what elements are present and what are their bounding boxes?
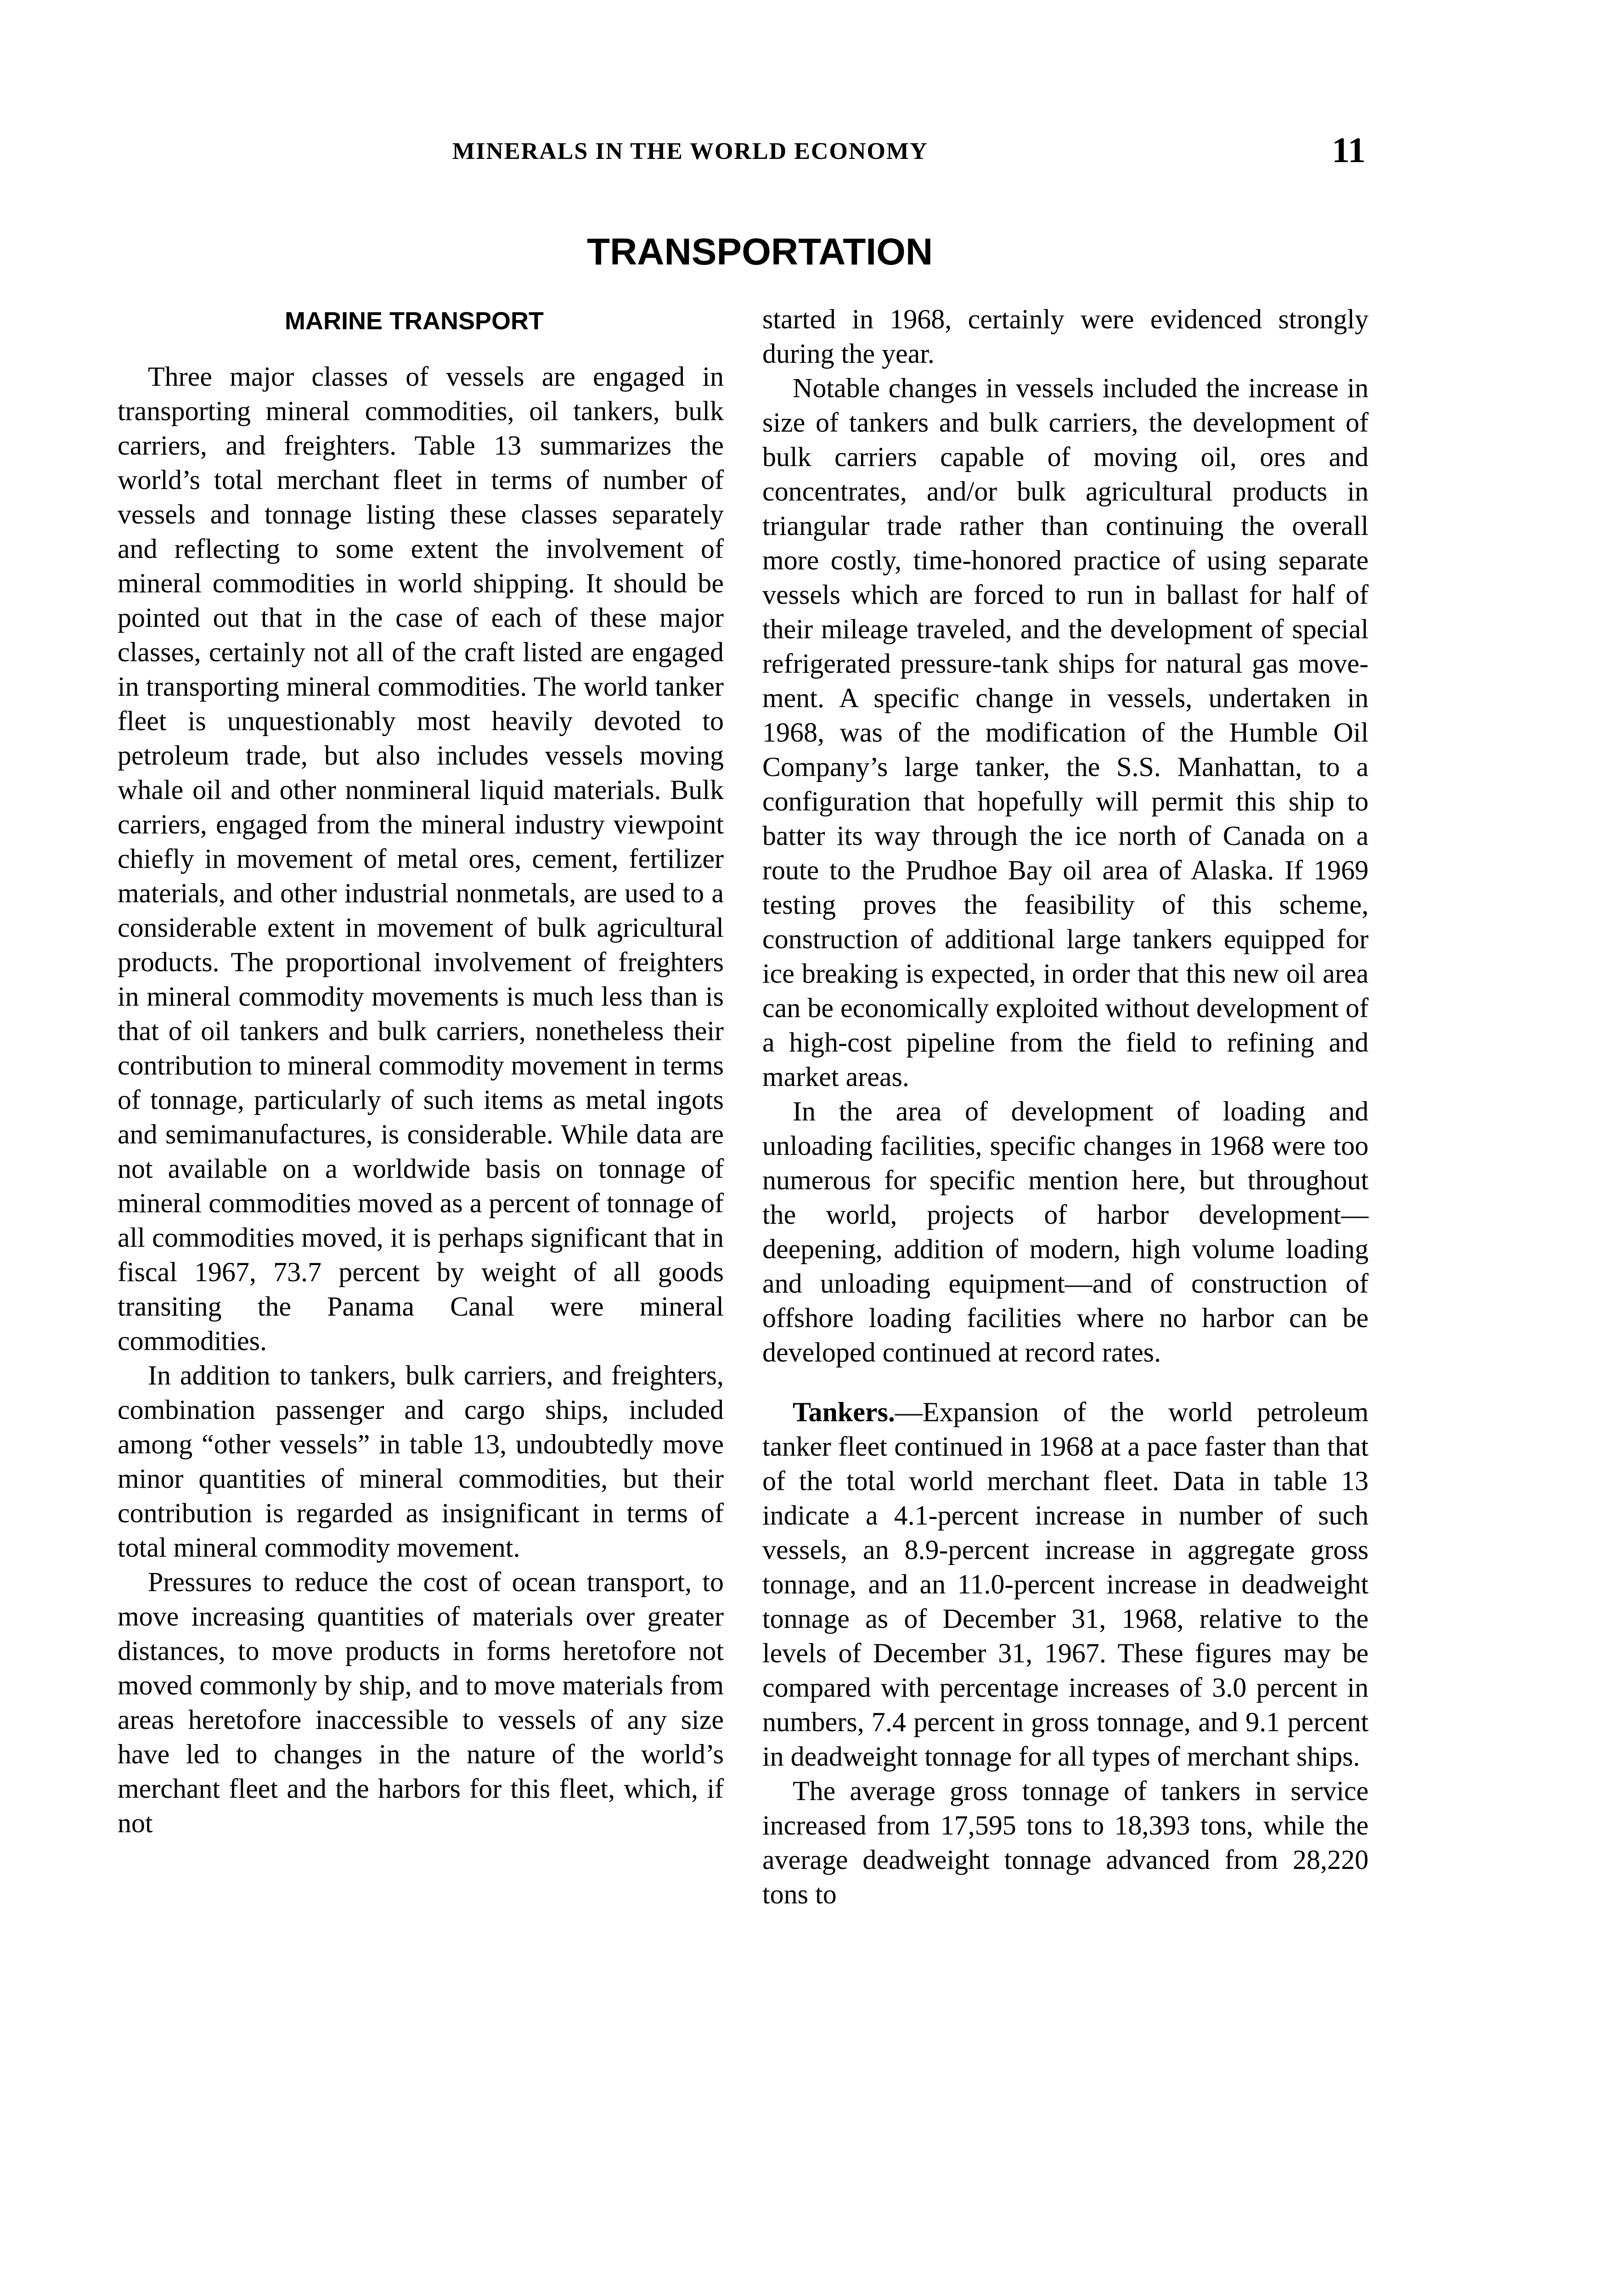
section-title: TRANSPORTATION	[587, 231, 933, 273]
paragraph-average-tonnage: The average gross tonnage of tankers in service increased from 17,595 tons to 18,393 tons, while the average deadweight tonnage advanced from 28,220 tons to	[762, 1776, 1369, 1909]
subsection-heading: MARINE TRANSPORT	[285, 307, 544, 335]
paragraph-other-vessels: In addition to tankers, bulk carriers, and freighters, combination passenger and cargo ships, included among “other vessels” in table 13, undoubtedly move minor quantities of mineral commodities, but their contribution is regarded as insignificant in terms of total mineral commodity movement.	[118, 1360, 724, 1563]
paragraph-tankers	[762, 1395, 1369, 1774]
page-number: 11	[1332, 130, 1366, 170]
tankers-text: —Expansion of the world petroleum tanker fleet continued in 1968 at a pace faster than that of the total world merchant fleet. Data in table 13 indicate a 4.1-percent increase in number of such vessels, an 8.9-percent increase in aggregate gross tonnage, and an 11.0-percent increase in deadweight tonnage as of December 31, 1968, relative to the levels of December 31, 1967. These figures may be compared with percentage increases of 3.0 percent in numbers, 7.4 percent in gross tonnage, and 9.1 percent in deadweight tonnage for all types of merchant ships.	[762, 1397, 1369, 1772]
paragraph-vessel-classes: Three major classes of vessels are engaged in transporting mineral commodities, oil tankers, bulk carriers, and freighters. Table 13 summarizes the world’s total merchant fleet in terms of number of vessels and tonnage listing these classes separately and reflecting to some extent the involvement of mineral commodities in world shipping. It should be pointed out that in the case of each of these major classes, certainly not all of the craft listed are engaged in transporting mineral commodities. The world tanker fleet is unquestionably most heavily devoted to petroleum trade, but also includes vessels moving whale oil and other nonmineral liquid materials. Bulk carriers, engaged from the mineral industry viewpoint chiefly in movement of metal ores, cement, fertilizer materials, and other industrial nonmetals, are used to a considerable extent in movement of bulk agricultural products. The proportional involvement of freighters in mineral commodity movements is much less than is that of oil tankers and bulk carriers, nonetheless their contribution to mineral commodity movement in terms of tonnage, particularly of such items as metal ingots and semimanufactures, is considerable. While data are not available on a worldwide basis on tonnage of mineral commodities moved as a percent of tonnage of all commodities moved, it is perhaps significant that in fiscal 1967, 73.7 percent by weight of all goods transiting the Panama Canal were mineral commodities.	[118, 361, 724, 1356]
paragraph-continuation: started in 1968, certainly were evidenced strongly during the year.	[762, 304, 1369, 369]
paragraph-cost-pressures: Pressures to reduce the cost of ocean transport, to move increasing quantities of materials over greater distances, to move products in forms heretofore not moved commonly by ship, and to move materials from areas heretofore inaccessible to vessels of any size have led to changes in the nature of the world’s merchant fleet and the harbors for this fleet, which, if not	[118, 1567, 724, 1838]
paragraph-vessel-changes: Notable changes in vessels included the increase in size of tankers and bulk carriers, the development of bulk carriers capable of moving oil, ores and concentrates, and/or bulk agricultural products in triangular trade rather than continuing the overall more costly, time-honored practice of using separate vessels which are forced to run in ballast for half of their mileage traveled, and the development of special refrigerated pressure-tank ships for natural gas movement. A specific change in vessels, undertaken in 1968, was of the modification of the Humble Oil Company’s large tanker, the S.S. Manhattan, to a configuration that hopefully will permit this ship to batter its way through the ice north of Canada on a route to the Prudhoe Bay oil area of Alaska. If 1969 testing proves the feasibility of this scheme, construction of additional large tankers equipped for ice breaking is expected, in order that this new oil area can be economically exploited without development of a high-cost pipeline from the field to refining and market areas.	[762, 373, 1369, 1092]
paragraph-loading-facilities: In the area of development of loading and unloading facilities, specific changes in 1968 were too numerous for specific mention here, but throughout the world, projects of harbor development—deepening, addition of modern, high volume loading and unloading equipment—and of construction of offshore loading facilities where no harbor can be developed continued at record rates.	[762, 1096, 1369, 1367]
tankers-heading: Tankers.	[793, 1397, 895, 1427]
running-title: MINERALS IN THE WORLD ECONOMY	[452, 138, 928, 164]
left-column	[118, 360, 724, 1840]
right-column	[762, 302, 1369, 1912]
